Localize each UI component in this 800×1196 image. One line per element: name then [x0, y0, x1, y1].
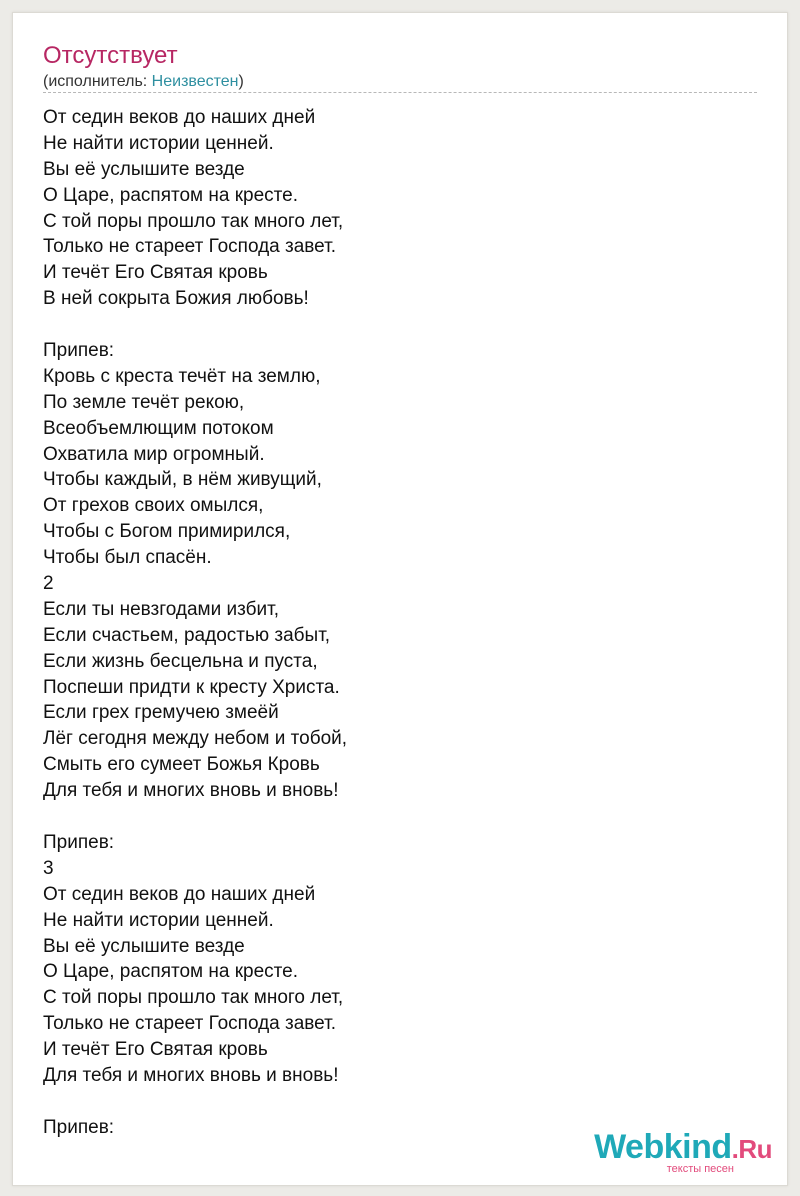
- lyrics-line: Для тебя и многих вновь и вновь!: [43, 780, 339, 802]
- lyrics-line: В ней сокрыта Божия любовь!: [43, 288, 309, 310]
- lyrics-block: [43, 105, 757, 1141]
- lyrics-line: Чтобы каждый, в нём живущий,: [43, 469, 322, 491]
- lyrics-line: О Царе, распятом на кресте.: [43, 184, 299, 206]
- lyrics-line: Не найти истории ценней.: [43, 909, 274, 931]
- logo-suffix: .Ru: [731, 1134, 772, 1164]
- lyrics-line: Охватила мир огромный.: [43, 443, 265, 465]
- lyrics-line: 2: [43, 573, 54, 595]
- lyrics-line: 3: [43, 857, 54, 879]
- lyrics-line: Поспеши придти к кресту Христа.: [43, 676, 340, 698]
- lyrics-line: Не найти истории ценней.: [43, 132, 274, 154]
- lyrics-line: С той поры прошло так много лет,: [43, 987, 344, 1009]
- lyrics-line: От седин веков до наших дней: [43, 883, 316, 905]
- lyrics-line: Только не стареет Господа завет.: [43, 236, 336, 258]
- artist-prefix: (исполнитель:: [43, 73, 152, 90]
- lyrics-line: Чтобы с Богом примирился,: [43, 521, 291, 543]
- site-logo[interactable]: [594, 1130, 772, 1175]
- artist-line: [43, 72, 244, 92]
- lyrics-line: От седин веков до наших дней: [43, 107, 316, 128]
- title-divider: [43, 92, 757, 93]
- lyrics-line: Припев:: [43, 1116, 115, 1138]
- lyrics-line: Если счастьем, радостью забыт,: [43, 624, 331, 646]
- lyrics-line: Всеобъемлющим потоком: [43, 417, 274, 439]
- lyrics-line: Смыть его сумеет Божья Кровь: [43, 754, 320, 776]
- lyrics-line: Кровь с креста течёт на землю,: [43, 365, 321, 387]
- lyrics-blank-line: [43, 312, 757, 338]
- lyrics-line: Припев:: [43, 340, 115, 362]
- lyrics-line: Если грех гремучею змеёй: [43, 702, 279, 724]
- lyrics-line: Если ты невзгодами избит,: [43, 598, 279, 620]
- lyrics-line: По земле течёт рекою,: [43, 391, 245, 413]
- lyrics-blank-line: [43, 1089, 757, 1115]
- lyrics-line: Припев:: [43, 831, 115, 853]
- lyrics-line: С той поры прошло так много лет,: [43, 210, 344, 232]
- lyrics-blank-line: [43, 804, 757, 830]
- logo-tagline: тексты песен: [666, 1163, 734, 1175]
- lyrics-line: Чтобы был спасён.: [43, 547, 212, 569]
- song-title: Отсутствует: [43, 42, 178, 69]
- lyrics-line: И течёт Его Святая кровь: [43, 262, 268, 284]
- logo-main-text: Webkind: [594, 1128, 732, 1166]
- lyrics-line: Только не стареет Господа завет.: [43, 1013, 336, 1035]
- artist-suffix: ): [238, 73, 244, 90]
- lyrics-line: Если жизнь бесцельна и пуста,: [43, 650, 318, 672]
- lyrics-line: От грехов своих омылся,: [43, 495, 264, 517]
- lyrics-line: Лёг сегодня между небом и тобой,: [43, 728, 348, 750]
- lyrics-line: Вы её услышите везде: [43, 158, 245, 180]
- lyrics-line: О Царе, распятом на кресте.: [43, 961, 299, 983]
- lyrics-line: И течёт Его Святая кровь: [43, 1039, 268, 1061]
- lyrics-line: Для тебя и многих вновь и вновь!: [43, 1064, 339, 1086]
- logo-wordmark: [594, 1130, 772, 1166]
- artist-link[interactable]: Неизвестен: [151, 73, 239, 90]
- lyrics-line: Вы её услышите везде: [43, 935, 245, 957]
